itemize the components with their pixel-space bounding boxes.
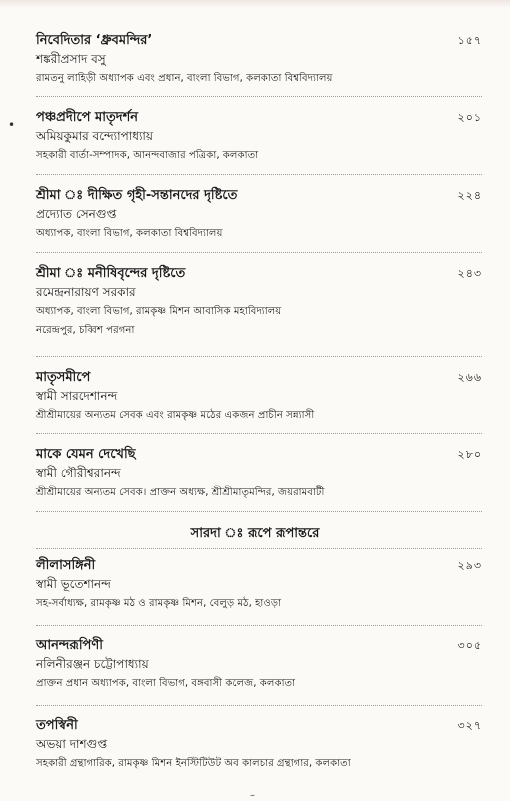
section-heading: সারদা ঃ রূপে রূপান্তরে [190,526,320,541]
entry-author: স্বামী সারদেশানন্দ [36,389,118,403]
entry-author: স্বামী ভূতেশানন্দ [36,577,111,591]
page-top-edge [0,0,510,8]
toc-entry [36,265,482,340]
entry-affiliation: প্রাক্তন প্রধান অধ্যাপক, বাংলা বিভাগ, বঙ্গবাসী কলেজ, কলকাতা [36,678,296,689]
toc-entry [36,557,482,613]
toc-entry [36,717,482,773]
entry-affiliation: অধ্যাপক, বাংলা বিভাগ, রামকৃষ্ণ মিশন আবাসিক মহাবিদ্যালয় [36,306,282,317]
entry-affiliation: সহকারী বার্তা-সম্পাদক, আনন্দবাজার পত্রিকা, কলকাতা [36,150,259,161]
toc-entry [36,187,482,243]
entry-divider [36,548,482,549]
entry-author: শঙ্করীপ্রসাদ বসু [36,52,106,66]
entry-title: শ্রীমা ঃ দীক্ষিত গৃহী-সন্তানদের দৃষ্টিতে [36,188,238,203]
page-number: ৩০৫ [457,639,482,652]
entry-title: শ্রীমা ঃ মনীষিবৃন্দের দৃষ্টিতে [36,266,186,281]
page-number: ১৫৭ [457,34,482,47]
page-number: ২৬৬ [457,371,482,384]
entry-author: রমেন্দ্রনারায়ণ সরকার [36,285,136,299]
entry-affiliation: রামতনু লাহিড়ী অধ্যাপক এবং প্রধান, বাংলা বিভাগ, কলকাতা বিশ্ববিদ্যালয় [36,73,333,84]
entry-affiliation: শ্রীশ্রীমায়ের অন্যতম সেবক এবং রামকৃষ্ণ মঠের একজন প্রাচীন সন্ন্যাসী [36,410,315,421]
entry-title: মাতৃসমীপে [36,370,91,385]
entry-divider [36,252,482,253]
entry-title: লীলাসঙ্গিনী [36,558,96,573]
page-number: ২৯৩ [457,559,482,572]
page-number: ২৮০ [457,448,482,461]
toc-entry [36,446,482,502]
entry-author: স্বামী গৌরীশ্বরানন্দ [36,466,121,480]
entry-title: তপস্বিনী [36,718,78,733]
entry-title: মাকে যেমন দেখেছি [36,447,136,462]
entry-title: আনন্দরূপিণী [36,638,103,653]
page-number: ৩২৭ [457,719,482,732]
entry-divider [36,705,482,706]
entry-affiliation: সহ-সর্বাধ্যক্ষ, রামকৃষ্ণ মঠ ও রামকৃষ্ণ মিশন, বেলুড় মঠ, হাওড়া [36,598,282,609]
footer-mark: – [250,790,255,801]
entry-title: পঞ্চপ্রদীপে মাতৃদর্শন [36,110,139,125]
entry-title: নিবেদিতার ‘ধ্রুবমন্দির’ [36,33,153,48]
toc-entry [36,369,482,425]
entry-divider [36,433,482,434]
toc-entry [36,637,482,693]
entry-affiliation: সহকারী গ্রন্থাগারিক, রামকৃষ্ণ মিশন ইনস্টিটিউট অব কালচার গ্রন্থাগার, কলকাতা [36,758,351,769]
entry-author: অভয়া দাশগুপ্ত [36,737,108,751]
toc-entry [36,109,482,165]
margin-dot: • [8,118,16,132]
entry-affiliation: নরেন্দ্রপুর, চব্বিশ পরগনা [36,325,135,336]
entry-divider [36,511,482,512]
entry-author: প্রদ্যোত সেনগুপ্ত [36,207,117,221]
entry-author: নলিনীরঞ্জন চট্টোপাধ্যায় [36,657,149,671]
entry-divider [36,625,482,626]
entry-author: অমিয়কুমার বন্দ্যোপাধ্যায় [36,129,153,143]
entry-affiliation: অধ্যাপক, বাংলা বিভাগ, কলকাতা বিশ্ববিদ্যালয় [36,228,223,239]
toc-entry [36,32,482,88]
entry-divider [36,96,482,97]
entry-divider [36,356,482,357]
entry-divider [36,174,482,175]
page-number: ২২৪ [457,189,482,202]
entry-affiliation: শ্রীশ্রীমায়ের অন্যতম সেবক। প্রাক্তন অধ্যক্ষ, শ্রীশ্রীমাতৃমন্দির, জয়রামবাটী [36,487,325,498]
page-number: ২৪৩ [457,267,482,280]
page-number: ২০১ [457,111,482,124]
